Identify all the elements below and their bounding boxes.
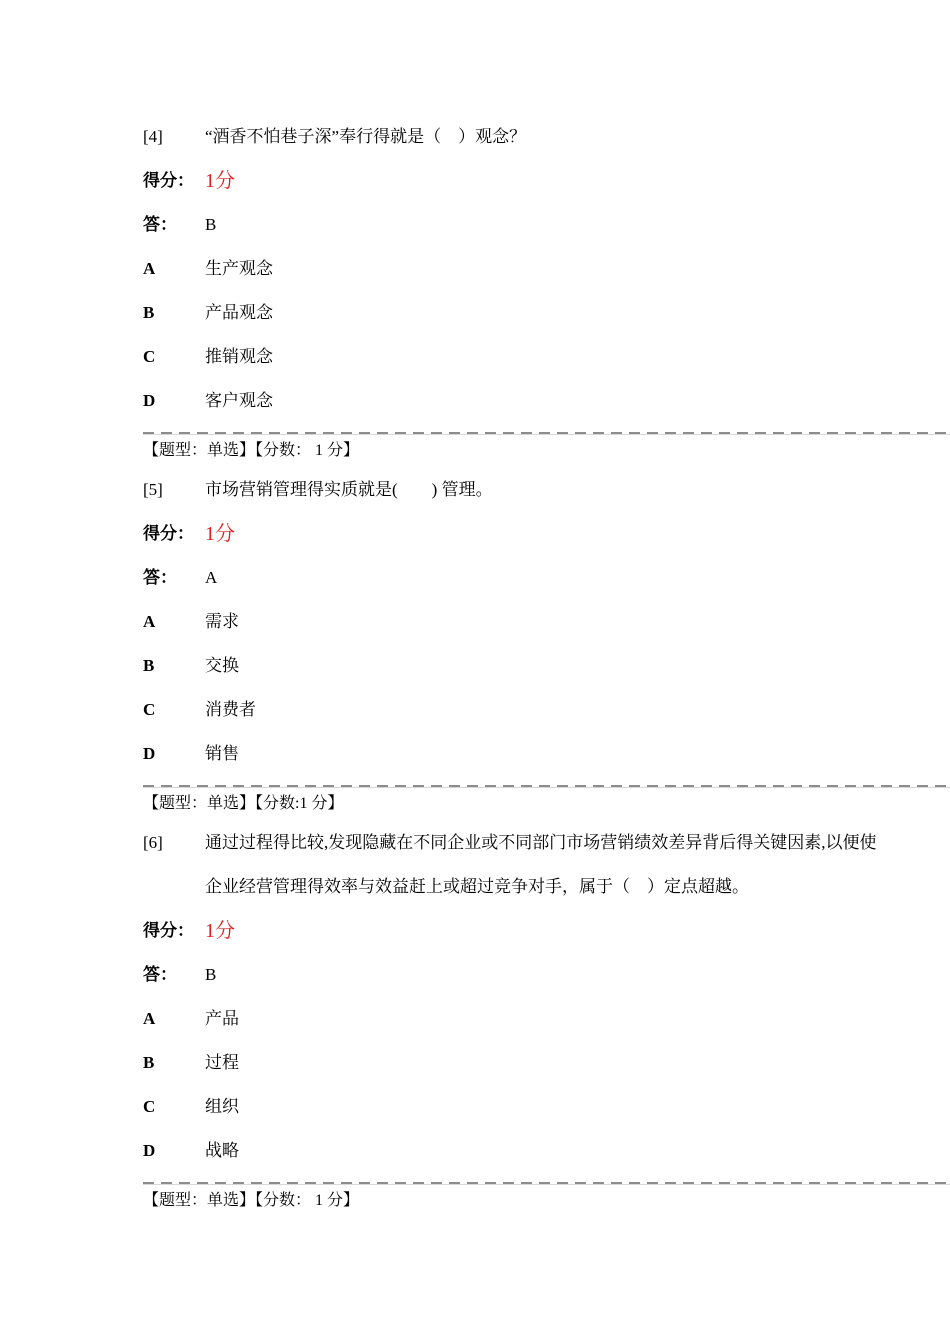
answer-label: 答： bbox=[143, 215, 177, 234]
score-label: 得分： bbox=[143, 171, 194, 190]
option-row bbox=[143, 600, 950, 644]
question-meta: 【题型：单选】【分数： 1 分】 bbox=[143, 1192, 360, 1209]
option-label: 过程 bbox=[205, 1053, 239, 1072]
question-text: 市场营销管理得实质就是( ) 管理。 bbox=[205, 480, 493, 499]
score-row bbox=[143, 512, 950, 556]
option-row bbox=[143, 1129, 950, 1173]
question-row bbox=[143, 468, 950, 512]
question-text-wrap bbox=[205, 821, 950, 909]
answer-row bbox=[143, 556, 950, 600]
answer-row bbox=[143, 203, 950, 247]
answer-row bbox=[143, 953, 950, 997]
option-label: 生产观念 bbox=[205, 259, 273, 278]
option-letter: B bbox=[143, 1053, 155, 1072]
option-letter: A bbox=[143, 612, 156, 631]
option-row bbox=[143, 1041, 950, 1085]
option-label: 交换 bbox=[205, 656, 239, 675]
option-letter: C bbox=[143, 347, 156, 366]
answer-value: B bbox=[205, 215, 217, 234]
option-letter: A bbox=[143, 259, 156, 278]
question-text: 通过过程得比较,发现隐藏在不同企业或不同部门市场营销绩效差异背后得关键因素,以便使 bbox=[205, 833, 877, 852]
score-value: 1分 bbox=[205, 523, 235, 545]
question-meta: 【题型：单选】【分数:1 分】 bbox=[143, 795, 344, 812]
option-label: 推销观念 bbox=[205, 347, 273, 366]
option-row bbox=[143, 732, 950, 776]
option-row bbox=[143, 997, 950, 1041]
option-row bbox=[143, 688, 950, 732]
answer-label: 答： bbox=[143, 965, 177, 984]
option-letter: A bbox=[143, 1009, 156, 1028]
question-block-5 bbox=[143, 468, 950, 821]
option-label: 客户观念 bbox=[205, 391, 273, 410]
question-number: [5] bbox=[143, 480, 163, 499]
option-letter: D bbox=[143, 391, 156, 410]
option-letter: B bbox=[143, 303, 155, 322]
question-row bbox=[143, 821, 950, 909]
option-row bbox=[143, 379, 950, 423]
option-row bbox=[143, 1085, 950, 1129]
question-text-wrap bbox=[205, 115, 950, 159]
score-value: 1分 bbox=[205, 170, 235, 192]
option-row bbox=[143, 291, 950, 335]
option-letter: D bbox=[143, 744, 156, 763]
question-text-wrap bbox=[205, 468, 950, 512]
option-row bbox=[143, 644, 950, 688]
question-block-4 bbox=[143, 115, 950, 468]
question-meta: 【题型：单选】【分数： 1 分】 bbox=[143, 442, 360, 459]
option-label: 销售 bbox=[205, 744, 239, 763]
question-text-line2: 企业经营管理得效率与效益赶上或超过竞争对手，属于（ ）定点超越。 bbox=[205, 877, 749, 896]
option-label: 组织 bbox=[205, 1097, 239, 1116]
answer-value: A bbox=[205, 568, 218, 587]
answer-label: 答： bbox=[143, 568, 177, 587]
question-number: [4] bbox=[143, 127, 163, 146]
option-letter: C bbox=[143, 700, 156, 719]
option-letter: D bbox=[143, 1141, 156, 1160]
answer-value: B bbox=[205, 965, 217, 984]
option-label: 产品 bbox=[205, 1009, 239, 1028]
question-number: [6] bbox=[143, 833, 163, 852]
question-text: “酒香不怕巷子深”奉行得就是（ ）观念？ bbox=[205, 127, 527, 146]
option-row bbox=[143, 247, 950, 291]
option-row bbox=[143, 335, 950, 379]
option-label: 需求 bbox=[205, 612, 239, 631]
question-block-6 bbox=[143, 821, 950, 1218]
option-letter: C bbox=[143, 1097, 156, 1116]
score-row bbox=[143, 909, 950, 953]
option-letter: B bbox=[143, 656, 155, 675]
score-label: 得分： bbox=[143, 921, 194, 940]
option-label: 战略 bbox=[205, 1141, 239, 1160]
score-row bbox=[143, 159, 950, 203]
question-row bbox=[143, 115, 950, 159]
option-label: 消费者 bbox=[205, 700, 256, 719]
score-label: 得分： bbox=[143, 524, 194, 543]
option-label: 产品观念 bbox=[205, 303, 273, 322]
score-value: 1分 bbox=[205, 920, 235, 942]
